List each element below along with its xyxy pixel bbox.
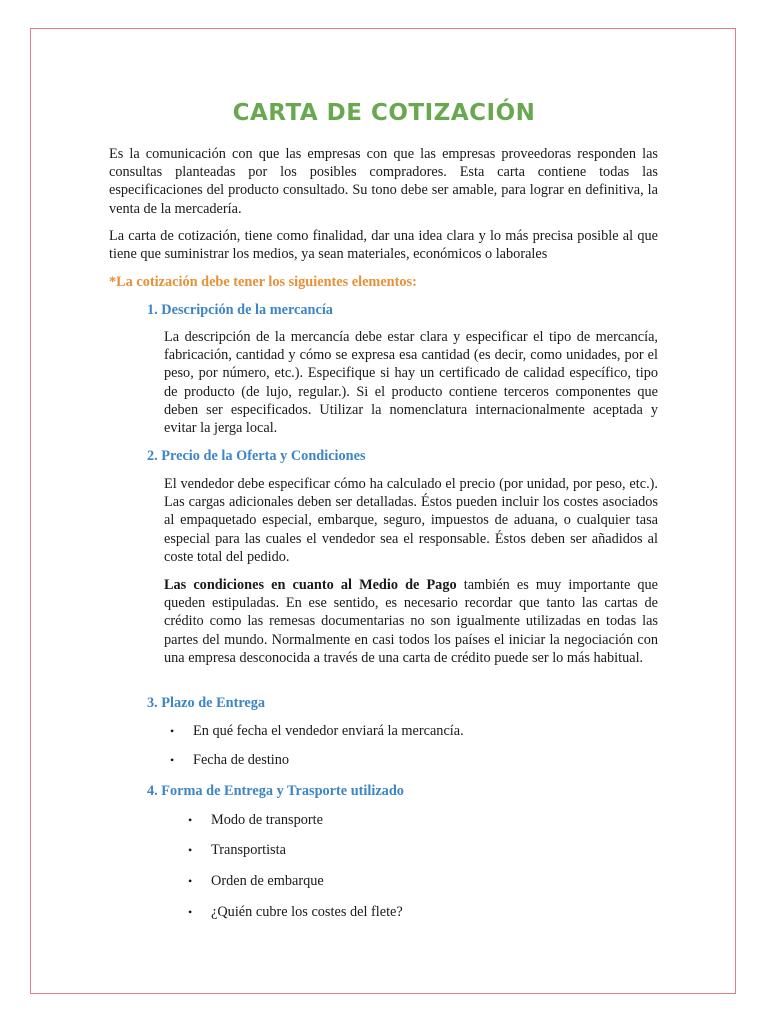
list-item-text: En qué fecha el vendedor enviará la mercancía. bbox=[193, 723, 464, 739]
section-text-price: El vendedor debe especificar cómo ha calculado el precio (por unidad, por peso, etc.). Las cargas adicionales deben ser detalladas. Éstos pueden incluir los costes asociados al empaquetado especial, embarque, seguro, impuestos de aduana, o cualquier tasa especial para las cuales el vendedor sea el responsable. Éstos deben ser añadidos al coste total del pedido. bbox=[164, 476, 658, 565]
list-item-text: Transportista bbox=[211, 842, 286, 858]
list-item bbox=[188, 811, 323, 829]
intro-paragraph: Es la comunicación con que las empresas con que las empresas proveedoras responden las consultas planteadas por los posibles compradores. Esta carta contiene todas las especificaciones del producto consultado. Su tono debe ser amable, para lograr en definitiva, la venta de la mercadería. bbox=[109, 146, 658, 217]
payment-text: también es muy importante que queden estipuladas. En ese sentido, es necesario recordar que tanto las cartas de crédito como las remesas documentarias no son igualmente utilizadas en todas las partes del mundo. Normalmente en casi todos los países el iniciar la negociación con una empresa desconocida a través de una carta de crédito puede ser lo más habitual. bbox=[164, 577, 659, 666]
section-heading-price: 2. Precio de la Oferta y Condiciones bbox=[147, 448, 366, 464]
list-item bbox=[188, 841, 286, 859]
list-item-text: Modo de transporte bbox=[211, 812, 323, 828]
purpose-paragraph: La carta de cotización, tiene como finalidad, dar una idea clara y lo más precisa posible al que tiene que suministrar los medios, ya sean materiales, económicos o laborales bbox=[109, 228, 658, 263]
list-item-text: ¿Quién cubre los costes del flete? bbox=[211, 904, 403, 920]
elements-intro: *La cotización debe tener los siguientes elementos: bbox=[109, 274, 417, 290]
section-heading-delivery-form: 4. Forma de Entrega y Trasporte utilizado bbox=[147, 783, 404, 799]
list-item bbox=[170, 722, 464, 740]
document-title: CARTA DE COTIZACIÓN bbox=[232, 100, 536, 126]
section-heading-description: 1. Descripción de la mercancía bbox=[147, 302, 333, 318]
bullet-icon: • bbox=[188, 843, 193, 857]
section-text-description: La descripción de la mercancía debe estar clara y especificar el tipo de mercancía, fabricación, cantidad y cómo se expresa esa cantidad (es decir, como unidades, por el peso, por número, etc.). Especifique si hay un certificado de calidad específico, tipo de producto (de lujo, regular.). Si el producto contiene terceros componentes que deben ser especificados. Utilizar la nomenclatura internacionalmente aceptada y evitar la jerga local. bbox=[164, 329, 658, 437]
list-item bbox=[188, 903, 403, 921]
list-item bbox=[188, 872, 324, 890]
bullet-icon: • bbox=[170, 724, 175, 738]
bullet-icon: • bbox=[188, 813, 193, 827]
bullet-icon: • bbox=[188, 905, 193, 919]
list-item-text: Fecha de destino bbox=[193, 752, 290, 768]
bullet-icon: • bbox=[188, 874, 193, 888]
payment-bold-text: Las condiciones en cuanto al Medio de Pago bbox=[164, 577, 457, 593]
payment-paragraph bbox=[164, 576, 658, 667]
section-heading-delivery-term: 3. Plazo de Entrega bbox=[147, 695, 266, 711]
list-item-text: Orden de embarque bbox=[211, 873, 324, 889]
bullet-icon: • bbox=[170, 753, 175, 767]
list-item bbox=[170, 751, 290, 769]
